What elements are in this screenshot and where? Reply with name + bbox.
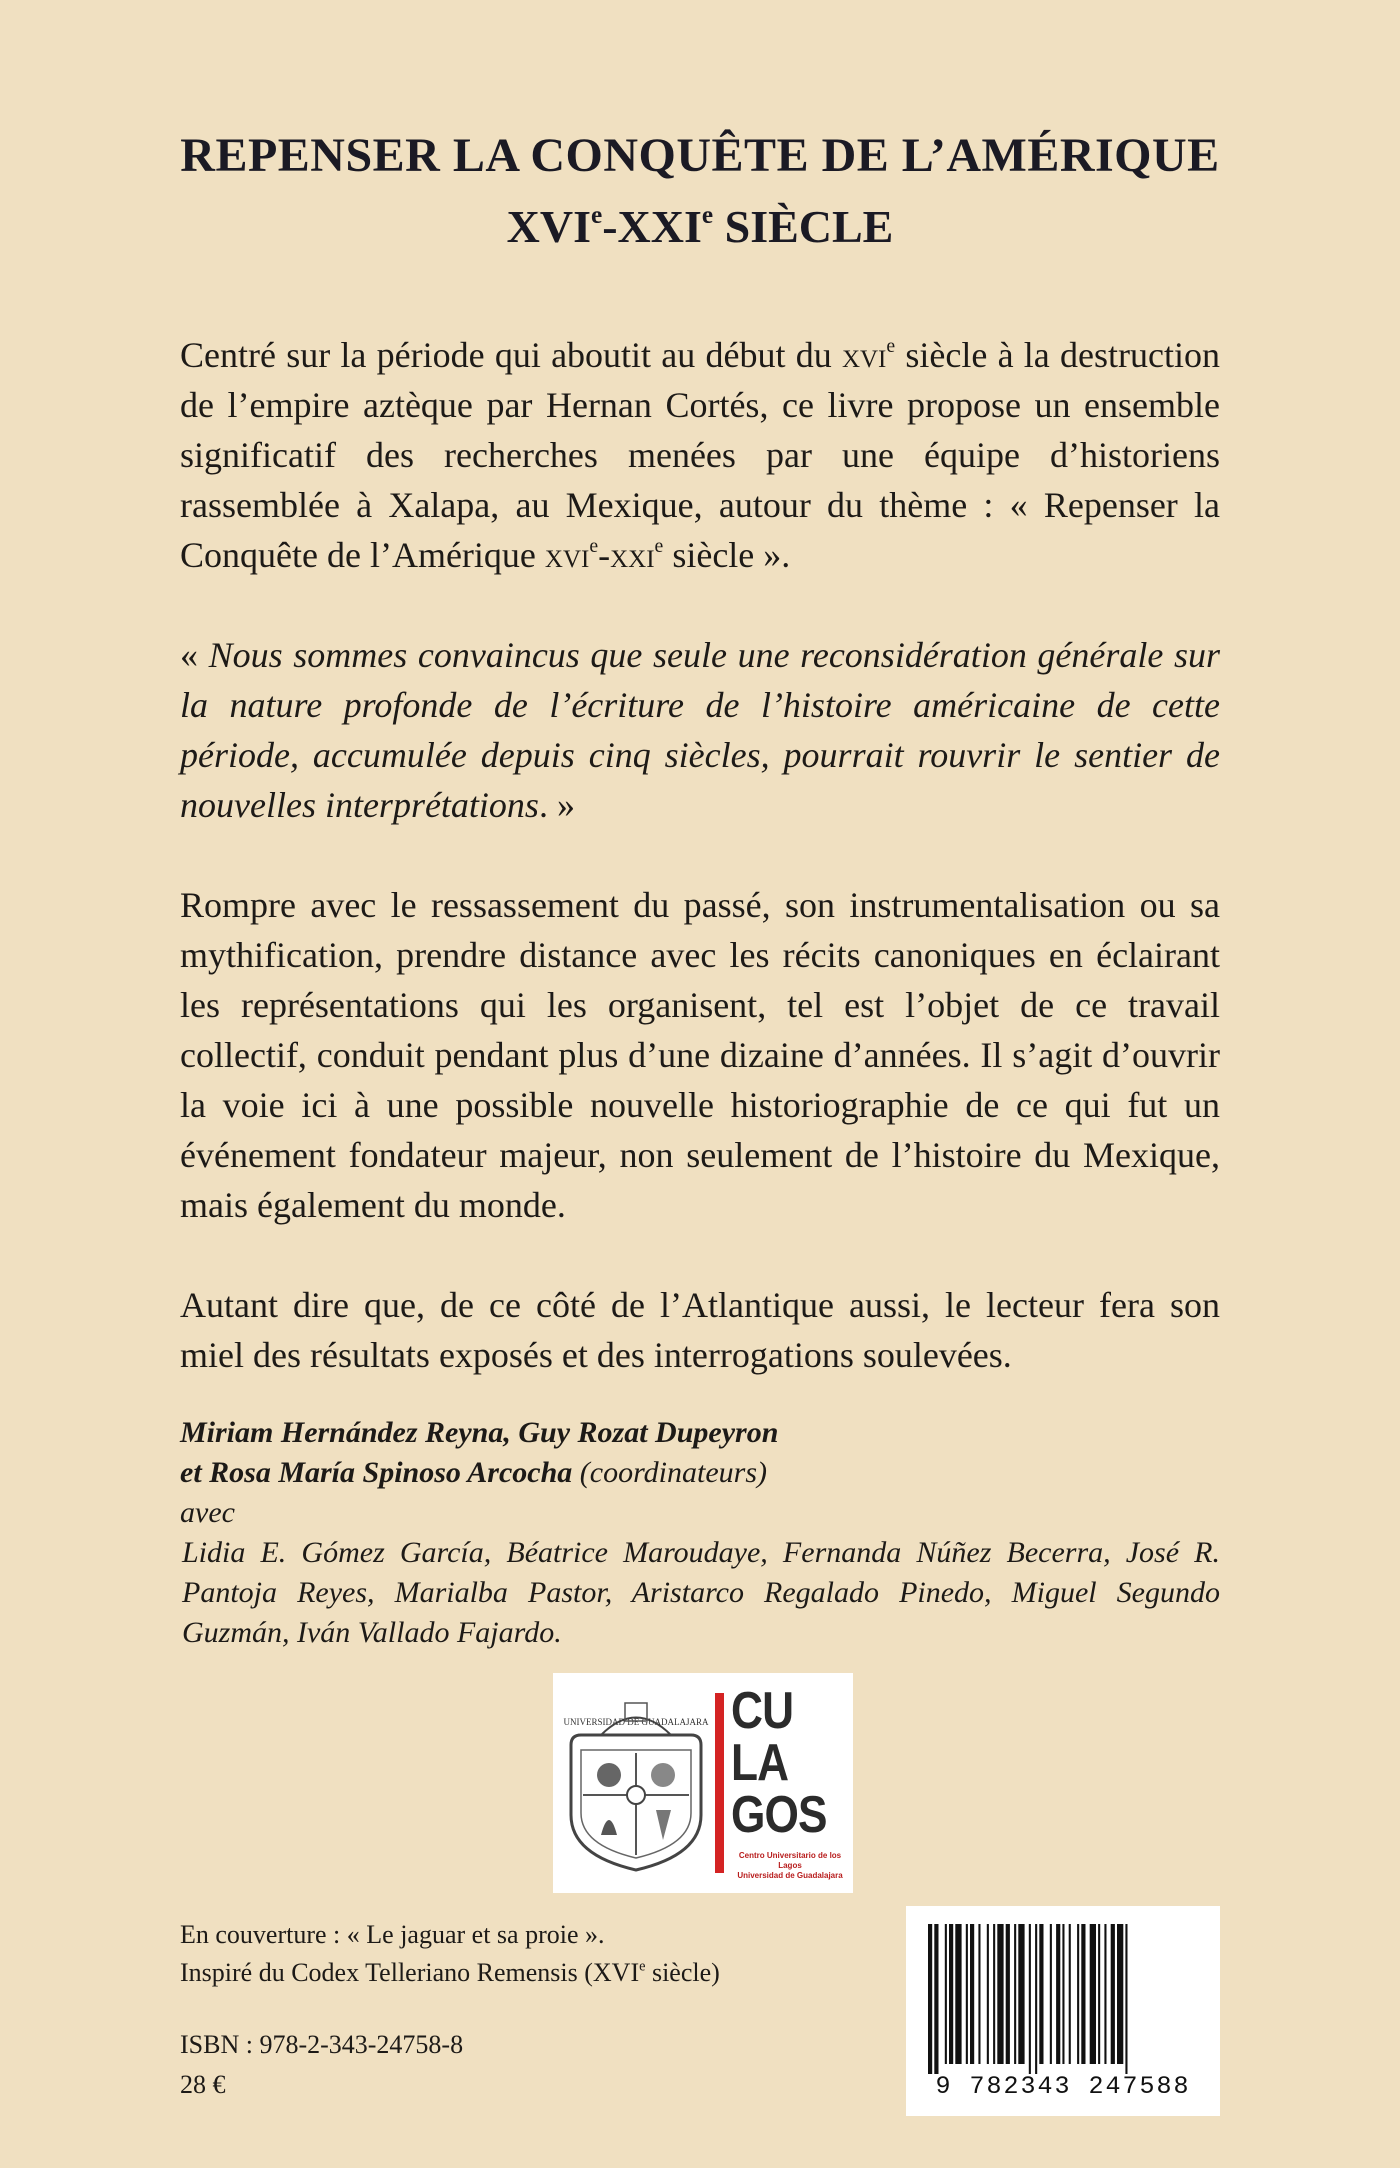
cover-credit-line-1: En couverture : « Le jaguar et sa proie ». [180,1920,605,1949]
century-xvi-2: xvi [544,535,590,575]
barcode-bar [934,1924,938,2074]
barcode-number: 9 782343 247588 [935,2072,1191,2101]
barcode-bar [997,1924,1003,2064]
cover-credit-text: Inspiré du Codex Telleriano Remensis (XVI [180,1958,640,1987]
summary-text-1: Centré sur la période qui aboutit au début du [180,335,842,375]
barcode-bar [1062,1924,1064,2064]
barcode-bar [1056,1924,1060,2064]
culagos-subtitle [729,1851,851,1881]
cover-credit-end: siècle) [645,1958,720,1987]
barcode-bar [949,1924,953,2064]
barcode-bar [928,1924,932,2074]
coordinators-role: (coordinateurs) [572,1456,767,1489]
seal-text: UNIVERSIDAD DE GUADALAJARA [563,1717,709,1727]
barcode-bar [1029,1924,1031,2074]
culagos-subtitle-1: Centro Universitario de los Lagos [738,1851,842,1870]
barcode-bar [1006,1924,1010,2064]
subtitle-sup-start: e [590,201,603,230]
barcode-panel [906,1906,1220,2116]
cover-credit [180,1916,800,1992]
culagos-subtitle-2: Universidad de Guadalajara [737,1871,843,1880]
subtitle-sup-end: e [701,201,714,230]
barcode-bar [945,1924,947,2064]
century-xvi: xvi [841,335,887,375]
barcode-bar [966,1924,968,2064]
century-xxi: xxi [610,535,655,575]
cover-credit-line-2 [180,1954,800,1992]
summary-paragraph [180,330,1220,580]
contributors-list: Lidia E. Gómez García, Béatrice Maroudaye, Fernanda Núñez Becerra, José R. Pantoja Reyes, Marialba Pastor, Aristarco Regalado Pinedo, Miguel Segundo Guzmán, Iván Vallado Fajardo. [182,1536,1220,1649]
coordinators-line-2 [180,1453,1220,1493]
credits-block [180,1413,1220,1653]
barcode-bar [978,1924,980,2064]
barcode-bar [1069,1924,1071,2064]
barcode-bar [1039,1924,1043,2064]
with-label: avec [180,1496,235,1529]
barcode-bar [1081,1924,1085,2064]
barcode-bar [987,1924,989,2064]
coordinators-names: et Rosa María Spinoso Arcocha [180,1456,573,1489]
barcode-bar [1090,1924,1096,2064]
subtitle-century-start: XVI [506,201,591,252]
barcode-bar [955,1924,961,2064]
book-title: REPENSER LA CONQUÊTE DE L’AMÉRIQUE [180,129,1220,182]
coordinators-line-1: Miriam Hernández Reyna, Guy Rozat Dupeyron [180,1416,779,1449]
quote-close: . » [538,785,575,825]
summary-text-3: siècle ». [663,535,791,575]
logos-panel [553,1673,853,1893]
university-seal-icon [561,1695,711,1875]
barcode-bar [1098,1924,1100,2064]
barcode-bar [1035,1924,1037,2074]
barcode-bar [1014,1924,1016,2064]
culagos-line-1: CU [731,1682,794,1740]
summary-text-2: siècle à la destruction de l’empire aztèque par Hernan Cortés, ce livre propose un ensemble significatif des recherches menées par une équipe d’historiens rassemblée à Xalapa, au Mexique, autour du thème : « Repenser la Conquête de l’Amérique [180,335,1220,575]
isbn-label: ISBN : 978-2-343-24758-8 [180,2030,464,2059]
quote-open: « [180,635,209,675]
culagos-line-3: GOS [731,1786,827,1844]
quote-paragraph [180,630,1220,830]
barcode-bar [1111,1924,1115,2064]
barcode-bar [970,1924,974,2064]
century-dash: - [598,535,611,575]
culagos-line-2: LA [731,1734,789,1792]
barcode-bar [1018,1924,1024,2064]
culagos-accent-bar [715,1693,724,1873]
cover-credit-sup: e [639,1958,646,1975]
subtitle-century-end: -XXI [602,201,702,252]
quote-text: Nous sommes convaincus que seule une reconsidération générale sur la nature profonde de l’écriture de l’histoire américaine de cette période, accumulée depuis cinq siècles, pourrait rouvrir le sentier de nouvelles interprétations [180,635,1221,825]
barcode-bar [1117,1924,1123,2064]
barcode-bar [1050,1924,1052,2064]
closing-paragraph: Autant dire que, de ce côté de l’Atlantique aussi, le lecteur fera son miel des résultats exposés et des interrogations soulevées. [180,1285,1220,1375]
culagos-logo [731,1682,833,1844]
barcode-icon [924,1924,1202,2074]
century-sup-2: e [589,535,599,558]
barcode-bar [993,1924,995,2064]
century-sup-3: e [654,535,664,558]
book-subtitle [0,200,1400,253]
barcode-bar [1125,1924,1127,2074]
century-sup: e [886,335,896,358]
subtitle-siecle: SIÈCLE [713,201,894,252]
barcode-bar [1104,1924,1106,2064]
barcode-bar [1077,1924,1079,2064]
purpose-paragraph: Rompre avec le ressassement du passé, son instrumentalisation ou sa mythification, prendre distance avec les récits canoniques en éclairant les représentations qui les organisent, tel est l’objet de ce travail collectif, conduit pendant plus d’une dizaine d’années. Il s’agit d’ouvrir la voie ici à une possible nouvelle historiographie de ce qui fut un événement fondateur majeur, non seulement de l’histoire du Mexique, mais également du monde. [180,885,1220,1225]
price-label: 28 € [180,2070,226,2099]
